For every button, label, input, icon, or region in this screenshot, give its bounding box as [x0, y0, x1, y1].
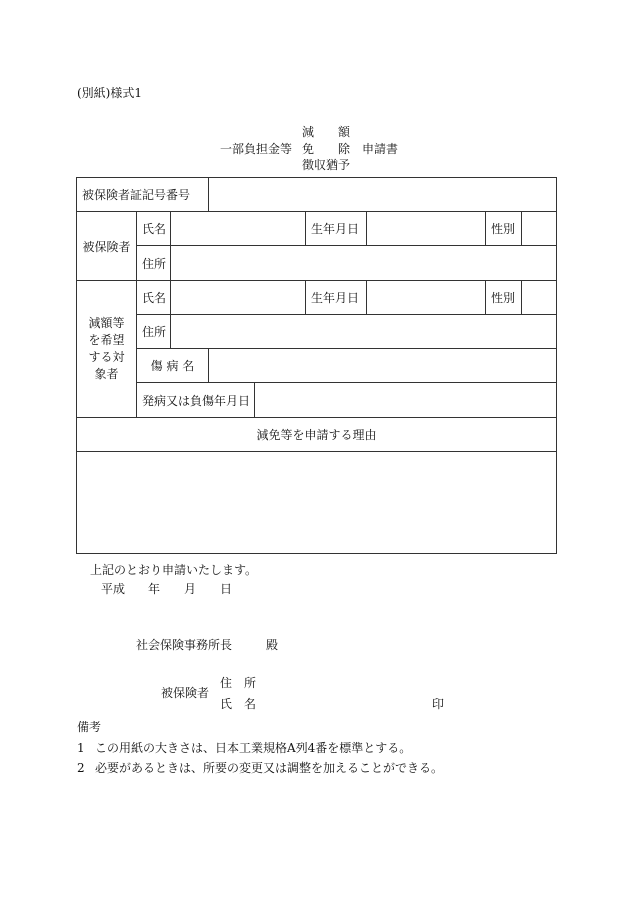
date-month: 月	[184, 582, 197, 596]
addressee-honorific: 殿	[266, 638, 279, 652]
title-prefix: 一部負担金等	[220, 142, 293, 156]
disease-label: 傷 病 名	[136, 348, 209, 383]
target-group-label: 減額等を希望する対象者	[76, 280, 137, 418]
date-year: 年	[148, 582, 161, 596]
title-suffix: 申請書	[362, 142, 399, 156]
title-option-exempt: 免 除	[302, 142, 351, 156]
note-text: この用紙の大きさは、日本工業規格A列4番を標準とする。	[95, 741, 412, 755]
name-label: 氏名	[136, 211, 171, 246]
note-text: 必要があるときは、所要の変更又は調整を加えることができる。	[95, 761, 444, 775]
target-name-label: 氏名	[136, 280, 171, 315]
target-address-field[interactable]	[170, 314, 557, 349]
address-label: 住所	[136, 245, 171, 281]
form-label: (別紙)様式1	[77, 86, 142, 100]
title-option-defer: 徴収猶予	[302, 158, 351, 172]
applicant-name-label: 氏 名	[220, 697, 257, 711]
note-number: 2	[77, 761, 85, 775]
insured-number-field[interactable]	[208, 177, 557, 212]
applicant-address-label: 住 所	[220, 676, 257, 690]
addressee-office: 社会保険事務所長	[136, 638, 233, 652]
address-field[interactable]	[170, 245, 557, 281]
reason-header: 減免等を申請する理由	[76, 417, 557, 452]
statement: 上記のとおり申請いたします。	[90, 563, 258, 577]
note-number: 1	[77, 741, 85, 755]
target-address-label: 住所	[136, 314, 171, 349]
gender-field[interactable]	[521, 211, 557, 246]
applicant-label: 被保険者	[161, 686, 210, 700]
insured-number-label: 被保険者証記号番号	[76, 177, 209, 212]
notes-heading: 備考	[77, 720, 102, 734]
target-gender-field[interactable]	[521, 280, 557, 315]
target-gender-label: 性別	[485, 280, 522, 315]
date-era: 平成	[101, 582, 126, 596]
reason-field[interactable]	[76, 451, 557, 554]
name-field[interactable]	[170, 211, 306, 246]
gender-label: 性別	[485, 211, 522, 246]
date-day: 日	[220, 582, 233, 596]
insured-group-label: 被保険者	[76, 211, 137, 281]
target-birthdate-label: 生年月日	[305, 280, 367, 315]
disease-field[interactable]	[208, 348, 557, 383]
onset-label: 発病又は負傷年月日	[136, 382, 255, 418]
birthdate-label: 生年月日	[305, 211, 367, 246]
onset-field[interactable]	[254, 382, 557, 418]
target-birthdate-field[interactable]	[366, 280, 486, 315]
seal-mark: 印	[432, 697, 445, 711]
birthdate-field[interactable]	[366, 211, 486, 246]
target-name-field[interactable]	[170, 280, 306, 315]
title-option-reduce: 減 額	[302, 125, 351, 139]
